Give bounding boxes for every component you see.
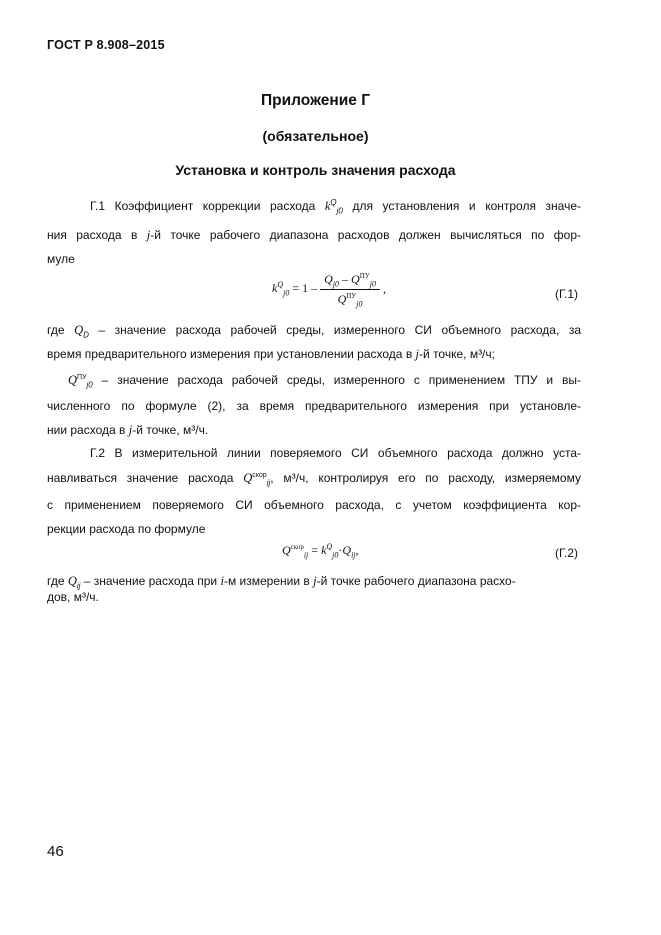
formula-g1: $k^Q_{j0} = 1$ – $\frac{Q_{j0} - Q^{ПУ}_{j0}}{Q^{ПУ}_{j0}}$ , (272, 272, 386, 309)
g1-line-1: Г.1 Коэффициент коррекции расхода $k^Q_{j0}$ для установления и контроля значе- (90, 198, 581, 216)
formula-g1-lhs: $k^Q_{j0} = 1$ – (272, 280, 318, 298)
appendix-status: (обязательное) (262, 128, 369, 144)
appendix-heading: Установка и контроль значения расхода (175, 162, 456, 178)
where-2-line-3: нии расхода в j-й точке, м³/ч. (47, 423, 209, 437)
g2-line-3: с применением поверяемого СИ объемного расхода, с учетом коэффициента кор- (47, 498, 581, 512)
where-2-line-2: численного по формуле (2), за время предварительного измерения при установле- (47, 399, 581, 413)
equation-number-g2: (Г.2) (555, 546, 579, 560)
g2-line-2: навливаться значение расхода $Q^{скор}_{ij}$, м³/ч, контролируя его по расходу, измеряемому (47, 471, 581, 488)
document-code: ГОСТ Р 8.908–2015 (47, 38, 165, 52)
formula-g1-fraction: $\frac{Q_{j0} - Q^{ПУ}_{j0}}{Q^{ПУ}_{j0}}$ (320, 272, 380, 307)
appendix-title: Приложение Г (260, 92, 371, 109)
where-3-line-2: дов, м³/ч. (47, 590, 99, 604)
where-1-line-1: где $Q_D$ – значение расхода рабочей среды, измеренного СИ объемного расхода, за (47, 323, 581, 340)
g1-line-2: ния расхода в j-й точке рабочего диапазона расходов должен вычисляться по фор- (47, 228, 581, 242)
formula-g2: $Q^{скор}_{ij} = k^Q_{j0}\cdot Q_{ij}$, (282, 542, 359, 560)
g2-line-1: Г.2 В измерительной линии поверяемого СИ объемного расхода должно уста- (90, 446, 581, 460)
where-1-line-2: время предварительного измерения при установлении расхода в j-й точке, м³/ч; (47, 347, 495, 361)
where-3-line-1: где $Q_{ij}$ – значение расхода при i-м измерении в j-й точке рабочего диапазона расхо- (47, 574, 516, 591)
equation-number-g1: (Г.1) (555, 287, 579, 301)
where-2-line-1: $Q^{ПУ}_{j0}$ – значение расхода рабочей среды, измеренного с применением ТПУ и вы- (68, 373, 581, 390)
g2-line-4: рекции расхода по формуле (47, 522, 206, 536)
page-number: 46 (47, 843, 64, 860)
k-symbol: $k^Q_{j0}$ (324, 198, 343, 216)
g1-line-3: муле (47, 252, 75, 266)
